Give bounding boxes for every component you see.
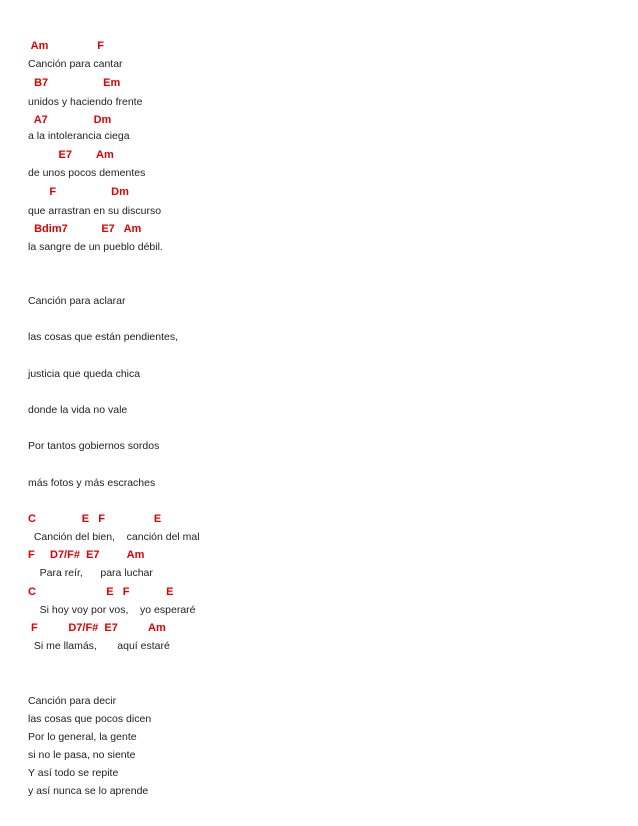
lyric-line: de unos pocos dementes	[28, 167, 146, 179]
lyric-line: donde la vida no vale	[28, 404, 128, 416]
lyric-line: si no le pasa, no siente	[28, 749, 136, 761]
chord-line: F Dm	[28, 186, 129, 198]
chord-line: C E F E	[28, 586, 174, 598]
lyric-line: más fotos y más escraches	[28, 477, 156, 489]
lyric-line: a la intolerancia ciega	[28, 130, 130, 142]
chord-line: F D7/F# E7 Am	[28, 622, 166, 634]
lyric-line: Canción para decir	[28, 695, 117, 707]
chord-line: C E F E	[28, 513, 162, 525]
lyric-line: Por lo general, la gente	[28, 731, 137, 743]
chord-line: F D7/F# E7 Am	[28, 549, 145, 561]
lyric-line: justicia que queda chica	[28, 368, 141, 380]
chord-line: Am F	[28, 40, 104, 52]
lyric-line: Y así todo se repite	[28, 767, 119, 779]
lyric-line: Canción para cantar	[28, 58, 123, 70]
lyric-line: Si hoy voy por vos, yo esperaré	[28, 604, 196, 616]
chord-line: B7 Em	[28, 77, 121, 89]
lyric-line: y así nunca se lo aprende	[28, 785, 149, 797]
chord-line: E7 Am	[28, 149, 114, 161]
lyric-line: las cosas que están pendientes,	[28, 331, 179, 343]
lyric-line: que arrastran en su discurso	[28, 205, 162, 217]
chord-line: A7 Dm	[28, 114, 112, 126]
lyric-line: Si me llamás, aquí estaré	[28, 640, 170, 652]
lyric-line: Canción para aclarar	[28, 295, 126, 307]
lyric-line: unidos y haciendo frente	[28, 96, 143, 108]
chord-line: Bdim7 E7 Am	[28, 223, 142, 235]
lyric-line: Para reír, para luchar	[28, 567, 153, 579]
lyric-line: Por tantos gobiernos sordos	[28, 440, 160, 452]
lyric-line: la sangre de un pueblo débil.	[28, 241, 163, 253]
lyric-line: Canción del bien, canción del mal	[28, 531, 200, 543]
lyric-line: las cosas que pocos dicen	[28, 713, 152, 725]
